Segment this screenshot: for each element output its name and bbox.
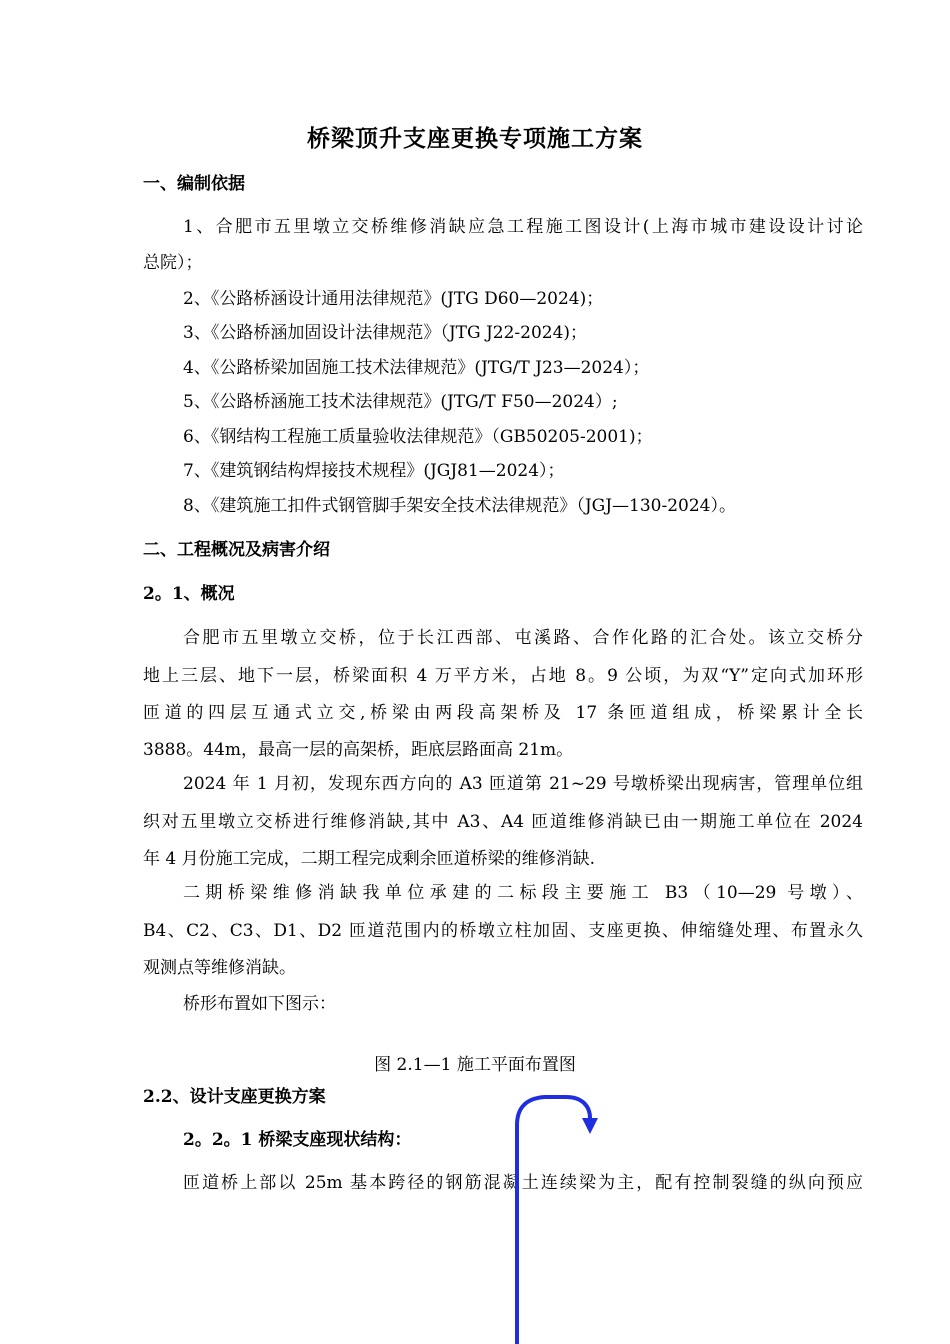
- overview-para-2-line-2-text: 织对五里墩立交桥进行维修消缺,其中 A3、A4 匝道维修消缺已由一期施工单位在 2024: [143, 812, 863, 832]
- subsection-heading-overview: 2。1、概况: [143, 584, 235, 604]
- basis-item-1-text: 1、合肥市五里墩立交桥维修消缺应急工程施工图设计(上海市城市建设设计讨论: [183, 217, 863, 237]
- basis-item-7: 7、《建筑钢结构焊接技术规程》(JGJ81—2024）；: [183, 461, 565, 481]
- subsection-heading-bearing-structure: 2。2。1 桥梁支座现状结构：: [183, 1130, 412, 1150]
- basis-item-5: 5、《公路桥涵施工技术法律规范》(JTG/T F50—2024）;: [183, 392, 618, 412]
- basis-item-3: 3、《公路桥涵加固设计法律规范》（JTG J22-2024)；: [183, 323, 588, 343]
- overview-para-3-line-1-text: 二期桥梁维修消缺我单位承建的二标段主要施工 B3（10—29 号墩）、: [183, 883, 863, 903]
- basis-item-2: 2、《公路桥涵设计通用法律规范》(JTG D60—2024)；: [183, 289, 604, 309]
- overview-para-2-line-2: [143, 810, 863, 834]
- section-heading-basis: 一、编制依据: [143, 174, 245, 194]
- figure-caption: 图 2.1—1 施工平面布置图: [374, 1055, 576, 1075]
- overview-para-4: 桥形布置如下图示：: [183, 994, 336, 1014]
- basis-item-8: 8、《建筑施工扣件式钢管脚手架安全技术法律规范》（JGJ—130-2024）。: [183, 496, 736, 516]
- overview-para-3-line-3: 观测点等维修消缺。: [143, 958, 296, 978]
- section-heading-overview: 二、工程概况及病害介绍: [143, 540, 330, 560]
- overview-para-1-line-3-text: 匝道的四层互通式立交,桥梁由两段高架桥及 17 条匝道组成，桥梁累计全长: [143, 703, 863, 723]
- basis-item-1: [183, 215, 863, 239]
- overview-para-3-line-1: [183, 881, 863, 905]
- overview-para-1-line-4: 3888。44m，最高一层的高架桥，距底层路面高 21m。: [143, 740, 574, 760]
- basis-item-6: 6、《钢结构工程施工质量验收法律规范》（GB50205-2001)；: [183, 427, 653, 447]
- document-title: 桥梁顶升支座更换专项施工方案: [307, 125, 643, 152]
- bearing-para-line-1: [183, 1171, 863, 1195]
- overview-para-2-line-1-text: 2024 年 1 月初，发现东西方向的 A3 匝道第 21~29 号墩桥梁出现病害，管理单位组: [183, 774, 863, 794]
- overview-para-1-line-1: [183, 626, 863, 650]
- overview-para-1-line-2: [143, 664, 863, 688]
- basis-item-1-cont: 总院）；: [143, 253, 203, 273]
- overview-para-2-line-3: 年 4 月份施工完成，二期工程完成剩余匝道桥梁的维修消缺.: [143, 849, 596, 869]
- overview-para-1-line-2-text: 地上三层、地下一层，桥梁面积 4 万平方米，占地 8。9 公顷，为双“Y”定向式加环形: [143, 666, 863, 686]
- overview-para-3-line-2-text: B4、C2、C3、D1、D2 匝道范围内的桥墩立柱加固、支座更换、伸缩缝处理、布置永久: [143, 921, 863, 941]
- overview-para-1-line-1-text: 合肥市五里墩立交桥，位于长江西部、屯溪路、合作化路的汇合处。该立交桥分: [183, 628, 863, 648]
- overview-para-2-line-1: [183, 772, 863, 796]
- overview-para-1-line-3: [143, 701, 863, 725]
- bearing-para-line-1-text: 匝道桥上部以 25m 基本跨径的钢筋混凝土连续梁为主，配有控制裂缝的纵向预应: [183, 1173, 863, 1193]
- basis-item-4: 4、《公路桥梁加固施工技术法律规范》(JTG/T J23—2024）；: [183, 358, 650, 378]
- overview-para-3-line-2: [143, 919, 863, 943]
- subsection-heading-bearing-plan: 2.2、设计支座更换方案: [143, 1087, 326, 1107]
